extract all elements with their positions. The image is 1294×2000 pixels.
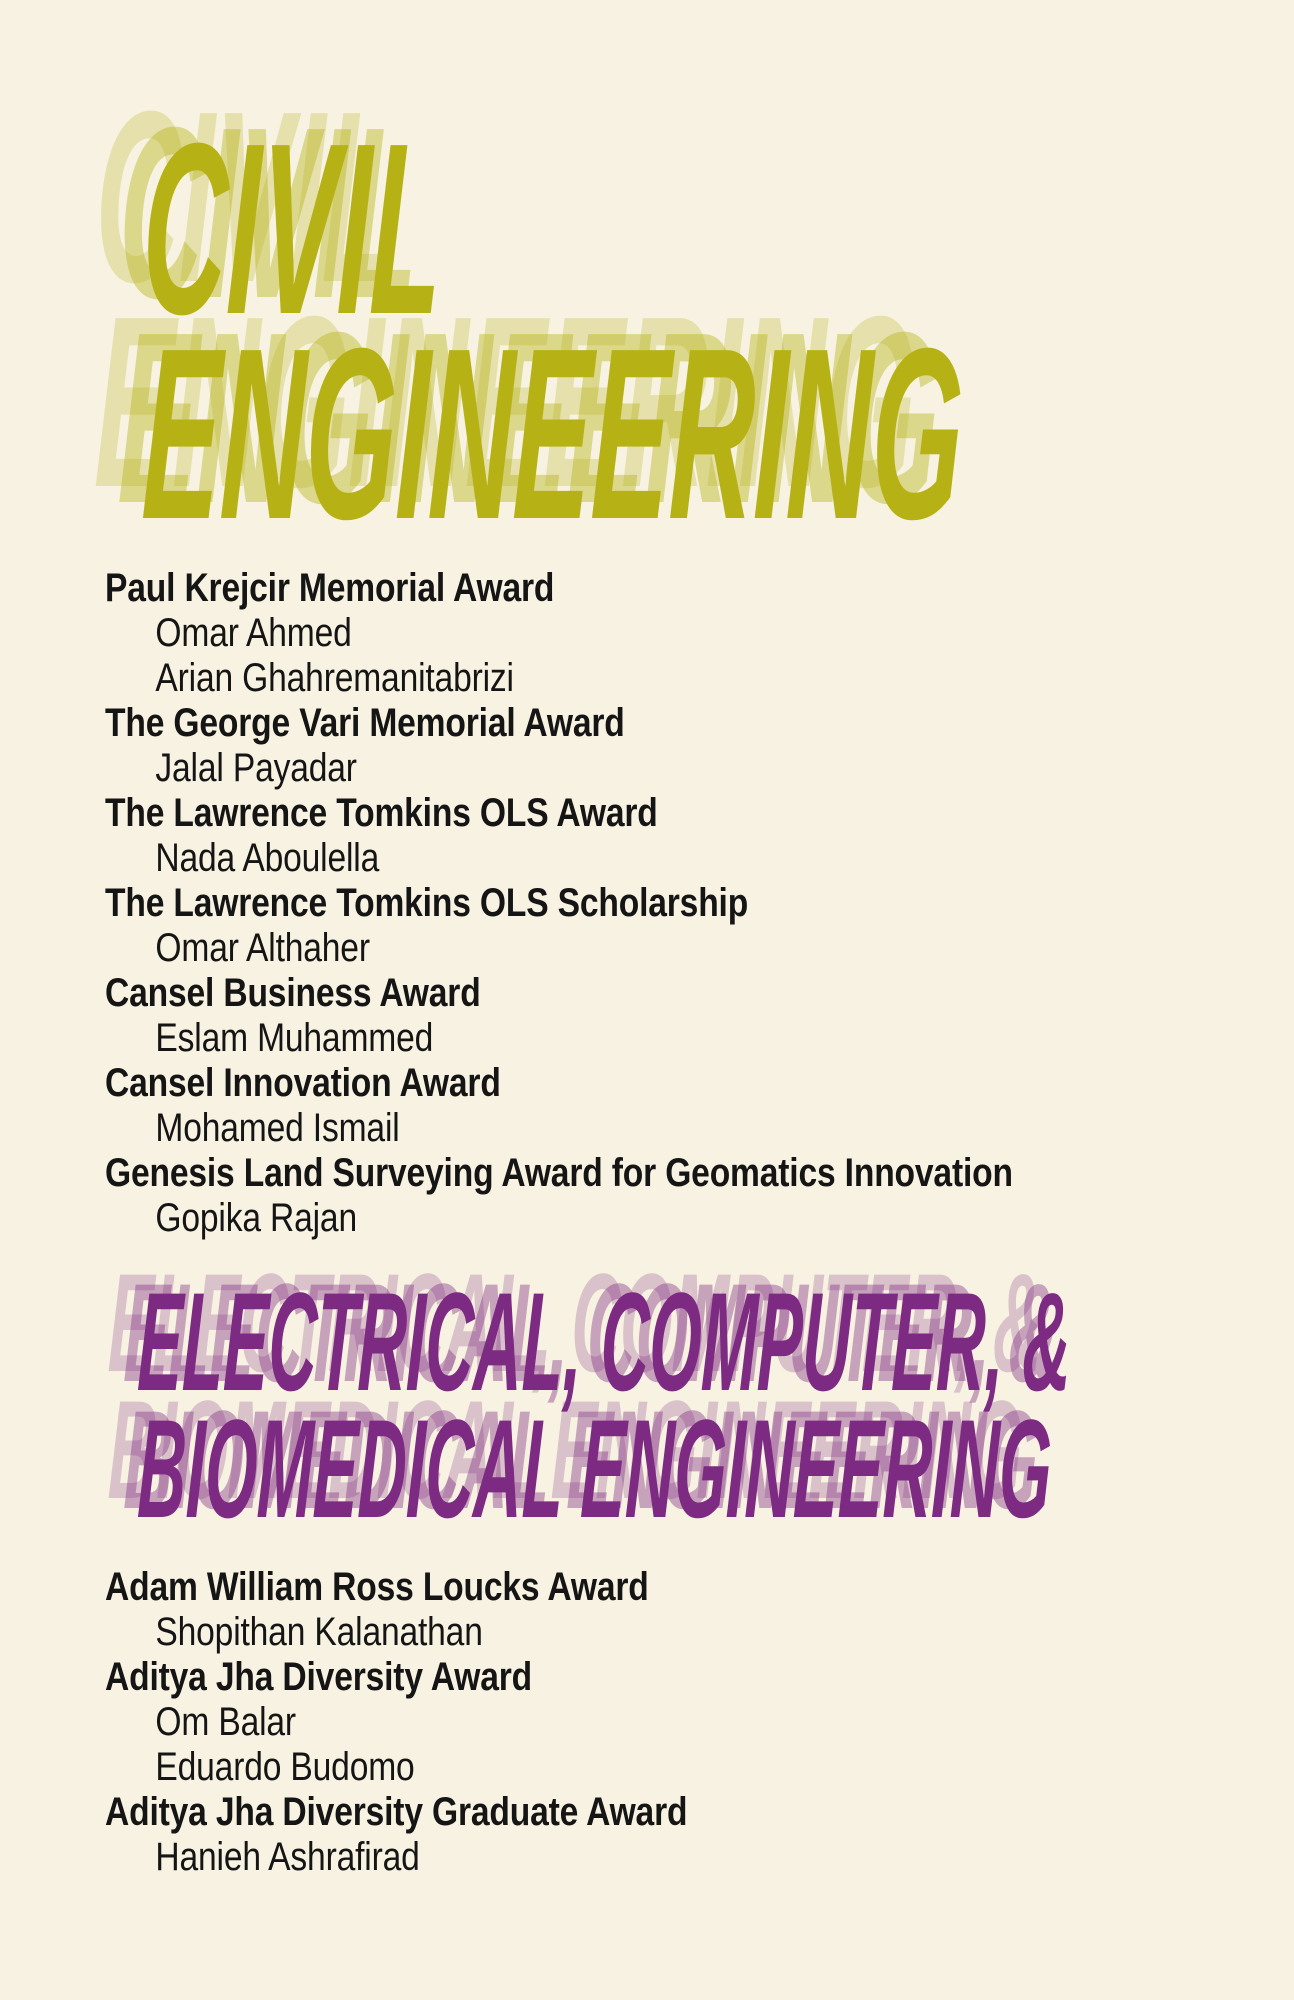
award-title: Aditya Jha Diversity Graduate Award	[105, 1790, 688, 1834]
award-recipient: Om Balar	[155, 1700, 296, 1744]
heading-line-1: ELECTRICAL, COMPUTER, &	[136, 1263, 1074, 1420]
award-title: Paul Krejcir Memorial Award	[105, 566, 555, 610]
award-recipient: Arian Ghahremanitabrizi	[155, 656, 514, 700]
award-title: Adam William Ross Loucks Award	[105, 1565, 649, 1609]
award-recipient: Shopithan Kalanathan	[155, 1610, 483, 1654]
electrical-computer-biomedical-award-list	[105, 1565, 798, 1880]
award-recipient: Hanieh Ashrafirad	[155, 1835, 420, 1879]
award-title: Aditya Jha Diversity Award	[105, 1655, 533, 1699]
award-block	[105, 1655, 798, 1790]
award-block	[105, 1151, 1186, 1241]
award-recipient: Eduardo Budomo	[155, 1745, 415, 1789]
award-block	[105, 566, 1186, 701]
award-title: Cansel Innovation Award	[105, 1061, 501, 1105]
heading-line-2: ENGINEERING	[139, 297, 967, 570]
award-block	[105, 1061, 1186, 1151]
heading-line-2: BIOMEDICAL ENGINEERING	[136, 1390, 1054, 1547]
civil-engineering-award-list	[105, 566, 1186, 1241]
award-recipient: Mohamed Ismail	[155, 1106, 400, 1150]
award-title: Genesis Land Surveying Award for Geomatics Innovation	[105, 1151, 1013, 1195]
civil-engineering-heading	[139, 92, 1294, 570]
award-recipient: Jalal Payadar	[155, 746, 357, 790]
award-title: The Lawrence Tomkins OLS Scholarship	[105, 881, 749, 925]
award-block	[105, 701, 1186, 791]
award-recipient: Omar Ahmed	[155, 611, 352, 655]
award-block	[105, 1790, 798, 1880]
electrical-computer-biomedical-heading	[136, 1263, 1294, 1547]
award-title: The George Vari Memorial Award	[105, 701, 625, 745]
heading-line-1: CIVIL	[139, 92, 446, 365]
award-block	[105, 971, 1186, 1061]
award-title: Cansel Business Award	[105, 971, 481, 1015]
award-block	[105, 791, 1186, 881]
award-recipient: Omar Althaher	[155, 926, 370, 970]
award-recipient: Eslam Muhammed	[155, 1016, 434, 1060]
award-recipient: Nada Aboulella	[155, 836, 380, 880]
award-block	[105, 1565, 798, 1655]
award-recipient: Gopika Rajan	[155, 1196, 357, 1240]
award-block	[105, 881, 1186, 971]
award-title: The Lawrence Tomkins OLS Award	[105, 791, 658, 835]
